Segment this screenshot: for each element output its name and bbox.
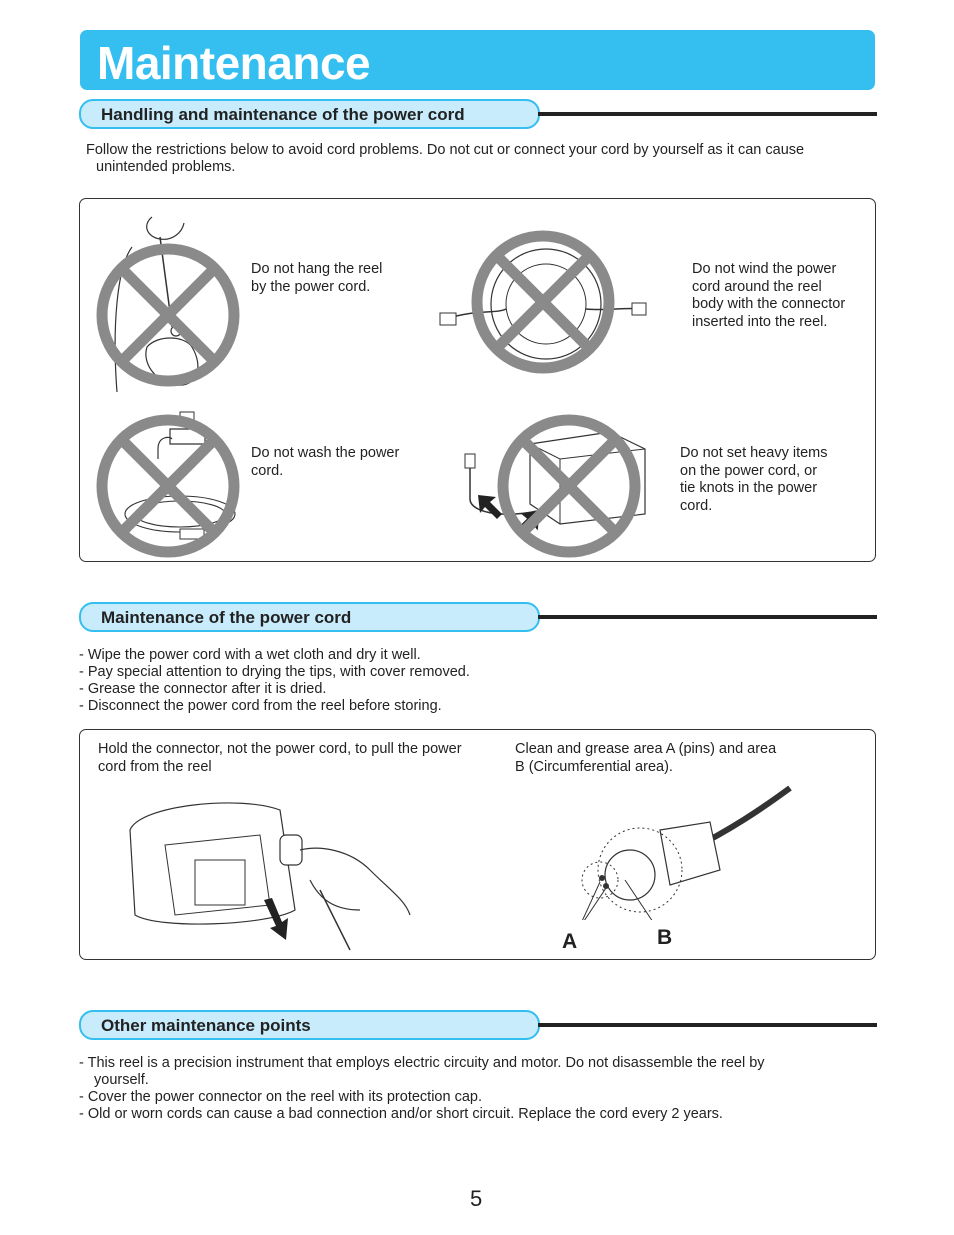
intro-line: unintended problems.: [96, 159, 236, 175]
heading-text: Other maintenance points: [101, 1016, 311, 1035]
heading-rule: [538, 112, 877, 116]
label-a: A: [562, 930, 578, 953]
list-item: - Disconnect the power cord from the reel before storing.: [79, 698, 442, 714]
list-item-continuation: yourself.: [94, 1072, 149, 1088]
connector-box: [79, 729, 876, 960]
list-item: - This reel is a precision instrument that employs electric circuity and motor. Do not disassemble the reel by: [79, 1055, 765, 1071]
warnings-box: [79, 198, 876, 562]
prohibition-icon: [470, 229, 616, 375]
heading-text: Handling and maintenance of the power cord: [101, 105, 465, 124]
title-banner: [80, 30, 875, 90]
heading-pill: [79, 602, 540, 632]
maintenance-list: [79, 647, 470, 715]
warning-caption-hang: Do not hang the reel by the power cord.: [251, 261, 383, 295]
connector-caption-left: Hold the connector, not the power cord, to pull the power cord from the reel: [98, 741, 462, 775]
connector-illustration: [570, 780, 800, 920]
section-heading-cord-handling: [79, 99, 879, 129]
label-b: B: [657, 926, 673, 949]
section-heading-cord-maintenance: [79, 602, 879, 632]
heading-pill: [79, 99, 540, 129]
list-item: - Wipe the power cord with a wet cloth and dry it well.: [79, 647, 421, 663]
heading-rule: [538, 1023, 877, 1027]
list-item: - Pay special attention to drying the tips, with cover removed.: [79, 664, 470, 680]
intro-paragraph: [86, 142, 804, 176]
list-item: - Cover the power connector on the reel with its protection cap.: [79, 1089, 482, 1105]
heading-text: Maintenance of the power cord: [101, 608, 352, 627]
page-number: 5: [470, 1186, 483, 1211]
heading-pill: [79, 1010, 540, 1040]
warning-caption-wash: Do not wash the power cord.: [251, 445, 400, 479]
intro-line: Follow the restrictions below to avoid cord problems. Do not cut or connect your cord by yourself as it can cause: [86, 142, 805, 158]
prohibition-icon: [95, 242, 241, 388]
list-item: - Grease the connector after it is dried.: [79, 681, 327, 697]
prohibition-icon: [95, 413, 241, 559]
prohibition-icon: [496, 413, 642, 559]
heading-rule: [538, 615, 877, 619]
page-title: Maintenance: [97, 37, 371, 89]
section-heading-other-points: [79, 1010, 879, 1040]
warning-caption-heavy: Do not set heavy items on the power cord, or tie knots in the power cord.: [680, 445, 828, 514]
list-item: - Old or worn cords can cause a bad connection and/or short circuit. Replace the cord every 2 years.: [79, 1106, 723, 1122]
warning-caption-wind: Do not wind the power cord around the reel body with the connector inserted into the reel.: [692, 261, 846, 330]
other-points-list: [79, 1055, 765, 1123]
connector-caption-right: Clean and grease area A (pins) and area B (Circumferential area).: [515, 741, 777, 775]
arrow-icon: [260, 898, 292, 942]
